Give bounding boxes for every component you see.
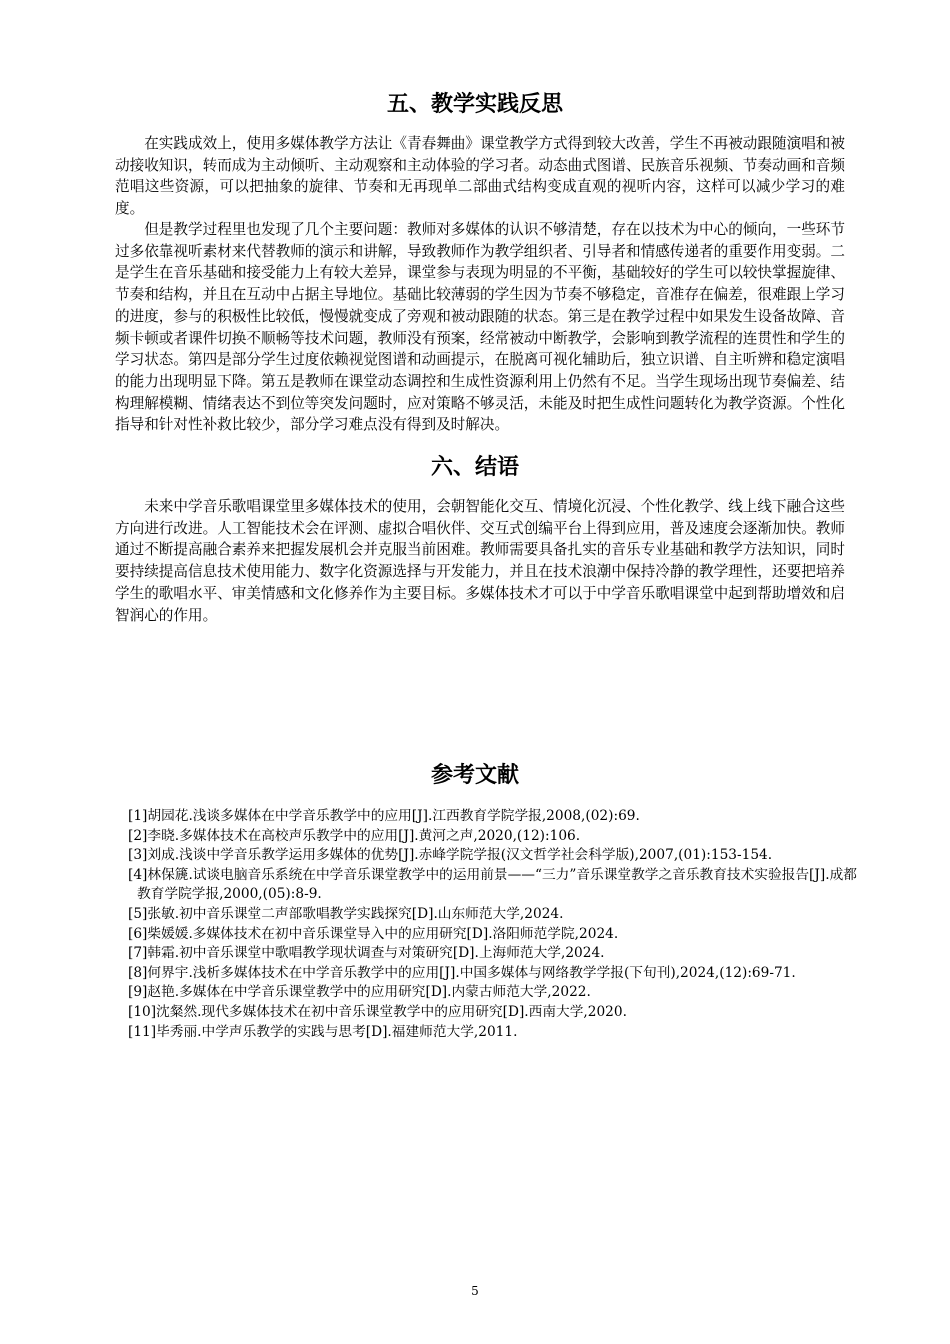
reference-item: [11]毕秀丽.中学声乐教学的实践与思考[D].福建师范大学,2011.: [128, 1023, 518, 1040]
reference-item: [7]韩霜.初中音乐课堂中歌唱教学现状调查与对策研究[D].上海师范大学,2024.: [128, 945, 605, 962]
reference-item: [9]赵艳.多媒体在中学音乐课堂教学中的应用研究[D].内蒙古师范大学,2022.: [128, 984, 591, 1001]
section-6-paragraph-1: 未来中学音乐歌唱课堂里多媒体技术的使用，会朝智能化交互、情境化沉浸、个性化教学、线上线下融合这些方向进行改进。人工智能技术会在评测、虚拟合唱伙伴、交互式创编平台上得到应用，普及速度会逐渐加快。教师通过不断提高融合素养来把握发展机会并克服当前困难。教师需要具备扎实的音乐专业基础和教学方法知识，同时要持续提高信息技术使用能力、数字化资源选择与开发能力，并且在技术浪潮中保持冷静的教学理性，还要把培养学生的歌唱水平、审美情感和文化修养作为主要目标。多媒体技术才可以于中学音乐歌唱课堂中起到帮助增效和启智润心的作用。: [115, 498, 845, 624]
section-5-heading: 五、教学实践反思: [386, 92, 563, 117]
reference-item: [6]柴媛媛.多媒体技术在初中音乐课堂导入中的应用研究[D].洛阳师范学院,2024.: [128, 925, 619, 942]
reference-item: [2]李晓.多媒体技术在高校声乐教学中的应用[J].黄河之声,2020,(12):106.: [128, 827, 581, 844]
references-list: [128, 807, 863, 1042]
reference-item: [4]林保篪.试谈电脑音乐系统在中学音乐课堂教学中的运用前景——“三力”音乐课堂教学之音乐教育技术实验报告[J].成都教育学院学报,2000,(05):8-9.: [128, 866, 857, 903]
section-5-paragraph-1: 在实践成效上，使用多媒体教学方法让《青春舞曲》课堂教学方式得到较大改善，学生不再被动跟随演唱和被动接收知识，转而成为主动倾听、主动观察和主动体验的学习者。动态曲式图谱、民族音乐视频、节奏动画和音频范唱这些资源，可以把抽象的旋律、节奏和无再现单二部曲式结构变成直观的视听内容，这样可以减少学习的难度。: [115, 135, 845, 218]
section-6-heading: 六、结语: [430, 455, 519, 480]
reference-item: [8]何界宇.浅析多媒体技术在中学音乐教学中的应用[J].中国多媒体与网络教学学报(下旬刊),2024,(12):69-71.: [128, 964, 796, 981]
reference-item: [1]胡园花.浅谈多媒体在中学音乐教学中的应用[J].江西教育学院学报,2008,(02):69.: [128, 808, 640, 824]
reference-item: [10]沈粲然.现代多媒体技术在初中音乐课堂教学中的应用研究[D].西南大学,2020.: [128, 1003, 627, 1020]
reference-item: [5]张敏.初中音乐课堂二声部歌唱教学实践探究[D].山东师范大学,2024.: [128, 905, 564, 922]
section-5-paragraph-2: 但是教学过程里也发现了几个主要问题：教师对多媒体的认识不够清楚，存在以技术为中心的倾向，一些环节过多依靠视听素材来代替教师的演示和讲解，导致教师作为教学组织者、引导者和情感传递者的重要作用变弱。二是学生在音乐基础和接受能力上有较大差异，课堂参与表现为明显的不平衡，基础较好的学生可以较快掌握旋律、节奏和结构，并且在互动中占据主导地位。基础比较薄弱的学生因为节奏不够稳定，音准存在偏差，很难跟上学习的进度，参与的积极性比较低，慢慢就变成了旁观和被动跟随的状态。第三是在教学过程中如果发生设备故障、音频卡顿或者课件切换不顺畅等技术问题，教师没有预案，经常被动中断教学，会影响到教学流程的连贯性和学生的学习状态。第四是部分学生过度依赖视觉图谱和动画提示，在脱离可视化辅助后，独立识谱、自主听辨和稳定演唱的能力出现明显下降。第五是教师在课堂动态调控和生成性资源利用上仍然有不足。当学生现场出现节奏偏差、结构理解模糊、情绪表达不到位等突发问题时，应对策略不够灵活，未能及时把生成性问题转化为教学资源。个性化指导和针对性补救比较少，部分学习难点没有得到及时解决。: [115, 221, 845, 434]
reference-item: [3]刘成.浅谈中学音乐教学运用多媒体的优势[J].赤峰学院学报(汉文哲学社会科学版),2007,(01):153-154.: [128, 847, 773, 864]
page-number: 5: [471, 1284, 479, 1298]
references-heading: 参考文献: [430, 763, 519, 788]
